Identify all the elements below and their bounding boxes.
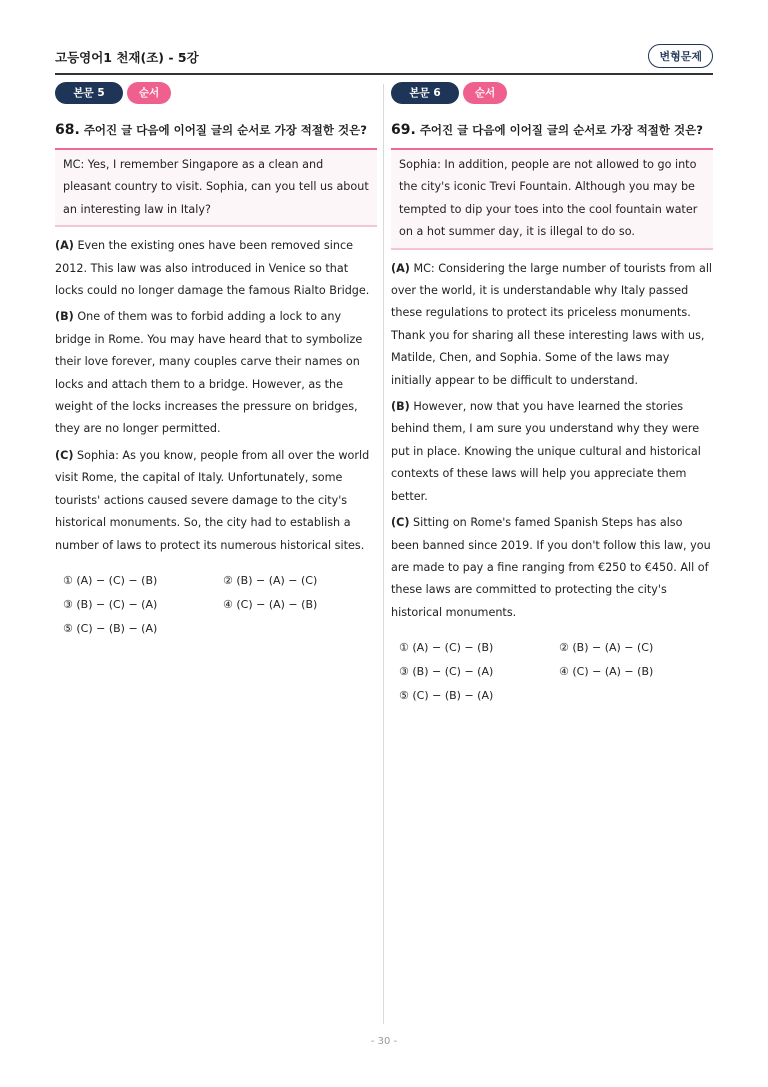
question-number: 69. [391, 122, 416, 138]
question-title [55, 120, 377, 140]
question-text: 주어진 글 다음에 이어질 글의 순서로 가장 적절한 것은? [419, 123, 703, 137]
column-divider [383, 84, 384, 1024]
paragraph-label: (B) [391, 400, 410, 414]
paragraph-a [55, 235, 377, 302]
choice-3[interactable]: ③ (B) − (C) − (A) [63, 597, 158, 611]
page-header [55, 48, 713, 72]
question-title [391, 120, 713, 140]
choice-5[interactable]: ⑤ (C) − (B) − (A) [63, 621, 158, 635]
answer-choices [391, 636, 713, 708]
question-tags [391, 82, 713, 104]
given-passage: Sophia: In addition, people are not allowed to go into the city's iconic Trevi Fountain. Although you may be tempted to dip your toes into the cool fountain water on a hot summer day, it is illegal to do so. [399, 158, 698, 239]
header-divider [55, 73, 713, 75]
choice-3[interactable]: ③ (B) − (C) − (A) [399, 665, 494, 679]
paragraph-label: (B) [55, 310, 74, 324]
type-tag: 순서 [463, 82, 507, 104]
page-title: 고등영어1 천재(조) - 5강 [55, 50, 199, 65]
choice-4[interactable]: ④ (C) − (A) − (B) [223, 597, 318, 611]
paragraph-text: One of them was to forbid adding a lock to any bridge in Rome. You may have heard that to symbolize their love forever, many couples carve their names on locks and attach them to a bridge. However, as the weight of the locks increases the pressure on bridges, they are no longer permitted. [55, 310, 363, 436]
question-69 [391, 82, 713, 708]
question-68 [55, 82, 377, 641]
paragraph-c [391, 512, 713, 624]
answer-choices [55, 569, 377, 641]
paragraph-text: Sophia: As you know, people from all over the world visit Rome, the capital of Italy. Unfortunately, some tourists' actions caused severe damage to the city's historical monuments. So, the city had to establish a number of laws to protect its numerous historical sites. [55, 448, 370, 552]
paragraph-label: (A) [391, 261, 410, 275]
paragraph-c [55, 445, 377, 557]
type-badge: 변형문제 [648, 44, 713, 68]
choice-1[interactable]: ① (A) − (C) − (B) [399, 641, 494, 655]
page-number: - 30 - [370, 1036, 398, 1047]
paragraph-label: (A) [55, 239, 74, 253]
paragraph-b [55, 306, 377, 440]
paragraph-text: Even the existing ones have been removed since 2012. This law was also introduced in Venice so that locks could no longer damage the famous Rialto Bridge. [55, 239, 370, 298]
type-tag: 순서 [127, 82, 171, 104]
choice-2[interactable]: ② (B) − (A) − (C) [559, 641, 654, 655]
choice-5[interactable]: ⑤ (C) − (B) − (A) [399, 689, 494, 703]
given-passage: MC: Yes, I remember Singapore as a clean and pleasant country to visit. Sophia, can you tell us about an interesting law in Italy? [63, 158, 369, 216]
paragraph-label: (C) [391, 516, 410, 530]
choice-1[interactable]: ① (A) − (C) − (B) [63, 573, 158, 587]
paragraph-a [391, 258, 713, 392]
paragraph-text: MC: Considering the large number of tourists from all over the world, it is understandable why Italy passed these regulations to protect its priceless monuments. Thank you for sharing all these interesting laws with us, Matilde, Chen, and Sophia. Some of the laws may initially appear to be difficult to understand. [391, 261, 713, 387]
question-number: 68. [55, 122, 80, 138]
paragraph-b [391, 396, 713, 508]
paragraph-text: However, now that you have learned the stories behind them, I am sure you understand why they were put in place. Knowing the unique cultural and historical contexts of these laws will help you appreciate them better. [391, 400, 701, 503]
choice-4[interactable]: ④ (C) − (A) − (B) [559, 665, 654, 679]
choice-2[interactable]: ② (B) − (A) − (C) [223, 573, 318, 587]
passage-tag: 본문 6 [391, 82, 459, 104]
question-tags [55, 82, 377, 104]
passage-tag: 본문 5 [55, 82, 123, 104]
given-passage-box [55, 148, 377, 227]
given-passage-box [391, 148, 713, 250]
paragraph-text: Sitting on Rome's famed Spanish Steps has also been banned since 2019. If you don't follow this law, you are made to pay a fine ranging from €250 to €450. All of these laws are committed to protecting the city's historical monuments. [391, 516, 711, 619]
question-text: 주어진 글 다음에 이어질 글의 순서로 가장 적절한 것은? [83, 123, 367, 137]
paragraph-label: (C) [55, 448, 74, 462]
